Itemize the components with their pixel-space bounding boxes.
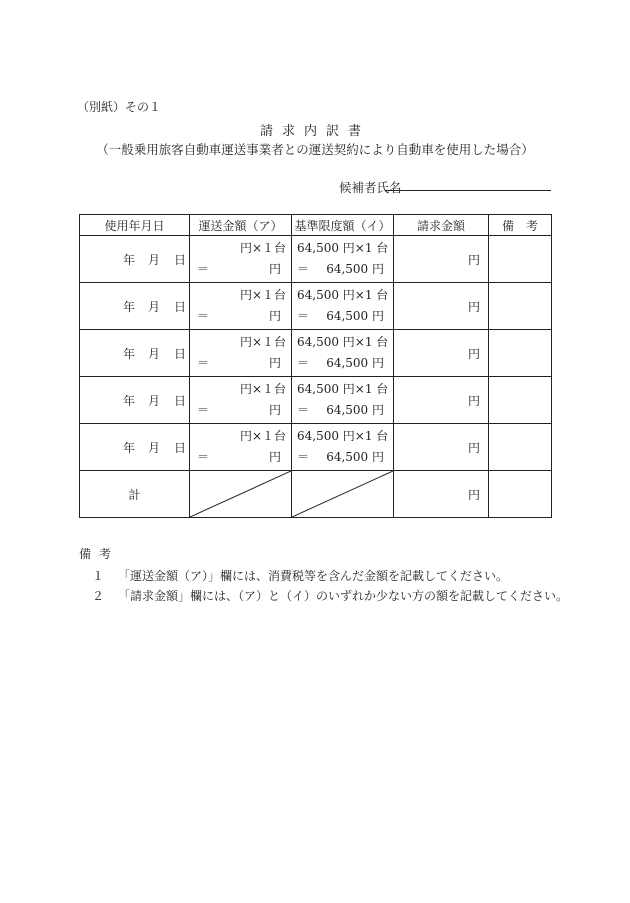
header-limit-amount: 基準限度額（イ） — [292, 215, 394, 236]
document-subtitle: （一般乗用旅客自動車運送事業者との運送契約により自動車を使用した場合） — [96, 142, 534, 157]
transport-total-yen: 円 — [268, 403, 281, 417]
date-cell[interactable] — [80, 424, 190, 471]
header-date: 使用年月日 — [80, 215, 190, 236]
transport-unit-text: 円×１台 — [239, 288, 286, 302]
note-text: 「請求金額」欄には、（ア）と（イ）のいずれか少ない方の額を記載してください。 — [118, 589, 569, 603]
claim-yen: 円 — [467, 441, 480, 455]
claim-yen: 円 — [467, 347, 480, 361]
day-label: 日 — [174, 394, 187, 408]
table-row — [80, 236, 552, 283]
note-number: １ — [92, 569, 105, 583]
remarks-cell[interactable] — [489, 283, 552, 330]
date-cell[interactable] — [80, 377, 190, 424]
transport-amount-cell[interactable] — [190, 236, 292, 283]
year-label: 年 — [123, 347, 136, 361]
transport-amount-cell[interactable] — [190, 377, 292, 424]
limit-total-value: 64,500 円 — [326, 356, 384, 370]
header-transport-amount: 運送金額（ア） — [190, 215, 292, 236]
limit-unit-text: 64,500 円×1 台 — [297, 288, 389, 302]
date-cell[interactable] — [80, 330, 190, 377]
claim-yen: 円 — [467, 394, 480, 408]
diagonal-line — [292, 471, 393, 517]
date-cell[interactable] — [80, 283, 190, 330]
note-item — [92, 587, 568, 604]
month-label: 月 — [148, 394, 161, 408]
table-header-row — [80, 215, 552, 236]
limit-unit-text: 64,500 円×1 台 — [297, 429, 389, 443]
claim-yen: 円 — [467, 253, 480, 267]
month-label: 月 — [148, 253, 161, 267]
transport-total-yen: 円 — [268, 309, 281, 323]
date-cell[interactable] — [80, 236, 190, 283]
header-remarks: 備 考 — [489, 215, 552, 236]
remarks-cell[interactable] — [489, 236, 552, 283]
candidate-name-label: 候補者氏名 — [339, 180, 402, 195]
year-label: 年 — [123, 300, 136, 314]
limit-amount-cell — [292, 377, 394, 424]
equals-sign: ＝ — [297, 403, 310, 417]
total-row — [80, 471, 552, 518]
equals-sign: ＝ — [197, 309, 210, 323]
limit-unit-text: 64,500 円×1 台 — [297, 382, 389, 396]
diagonal-line — [190, 471, 291, 517]
document-reference: （別紙）その１ — [77, 100, 162, 114]
table-row — [80, 377, 552, 424]
claim-amount-cell[interactable] — [394, 283, 489, 330]
month-label: 月 — [148, 441, 161, 455]
note-text: 「運送金額（ア）」欄には、消費税等を含んだ金額を記載してください。 — [118, 569, 509, 583]
transport-amount-cell[interactable] — [190, 330, 292, 377]
year-label: 年 — [123, 441, 136, 455]
limit-amount-cell — [292, 424, 394, 471]
month-label: 月 — [148, 347, 161, 361]
limit-total-value: 64,500 円 — [326, 262, 384, 276]
equals-sign: ＝ — [197, 262, 210, 276]
remarks-cell[interactable] — [489, 377, 552, 424]
transport-total-yen: 円 — [268, 450, 281, 464]
total-claim-cell[interactable] — [394, 471, 489, 518]
year-label: 年 — [123, 253, 136, 267]
remarks-cell[interactable] — [489, 330, 552, 377]
limit-total-value: 64,500 円 — [326, 450, 384, 464]
note-number: ２ — [92, 589, 105, 603]
equals-sign: ＝ — [297, 356, 310, 370]
limit-total-value: 64,500 円 — [326, 309, 384, 323]
day-label: 日 — [174, 253, 187, 267]
total-limit-blank — [292, 471, 394, 518]
transport-amount-cell[interactable] — [190, 424, 292, 471]
document-title: 請求内訳書 — [259, 124, 370, 139]
total-label: 計 — [80, 471, 190, 518]
candidate-name-line[interactable] — [385, 190, 551, 191]
claim-amount-cell[interactable] — [394, 330, 489, 377]
limit-amount-cell — [292, 236, 394, 283]
equals-sign: ＝ — [197, 403, 210, 417]
equals-sign: ＝ — [297, 262, 310, 276]
equals-sign: ＝ — [297, 450, 310, 464]
invoice-table — [79, 214, 552, 518]
limit-amount-cell — [292, 330, 394, 377]
notes-title: 備考 — [79, 547, 120, 561]
table-row — [80, 424, 552, 471]
transport-unit-text: 円×１台 — [239, 335, 286, 349]
transport-total-yen: 円 — [268, 356, 281, 370]
transport-amount-cell[interactable] — [190, 283, 292, 330]
transport-unit-text: 円×１台 — [239, 382, 286, 396]
year-label: 年 — [123, 394, 136, 408]
day-label: 日 — [174, 347, 187, 361]
equals-sign: ＝ — [197, 356, 210, 370]
table-row — [80, 283, 552, 330]
equals-sign: ＝ — [297, 309, 310, 323]
claim-amount-cell[interactable] — [394, 424, 489, 471]
total-remarks-cell[interactable] — [489, 471, 552, 518]
claim-amount-cell[interactable] — [394, 377, 489, 424]
table-row — [80, 330, 552, 377]
day-label: 日 — [174, 441, 187, 455]
claim-yen: 円 — [467, 300, 480, 314]
total-claim-yen: 円 — [467, 488, 480, 502]
total-transport-blank — [190, 471, 292, 518]
transport-unit-text: 円×１台 — [239, 429, 286, 443]
month-label: 月 — [148, 300, 161, 314]
limit-unit-text: 64,500 円×1 台 — [297, 335, 389, 349]
limit-amount-cell — [292, 283, 394, 330]
header-claim-amount: 請求金額 — [394, 215, 489, 236]
remarks-cell[interactable] — [489, 424, 552, 471]
day-label: 日 — [174, 300, 187, 314]
transport-unit-text: 円×１台 — [239, 241, 286, 255]
limit-unit-text: 64,500 円×1 台 — [297, 241, 389, 255]
claim-amount-cell[interactable] — [394, 236, 489, 283]
note-item — [92, 567, 508, 584]
equals-sign: ＝ — [197, 450, 210, 464]
transport-total-yen: 円 — [268, 262, 281, 276]
limit-total-value: 64,500 円 — [326, 403, 384, 417]
